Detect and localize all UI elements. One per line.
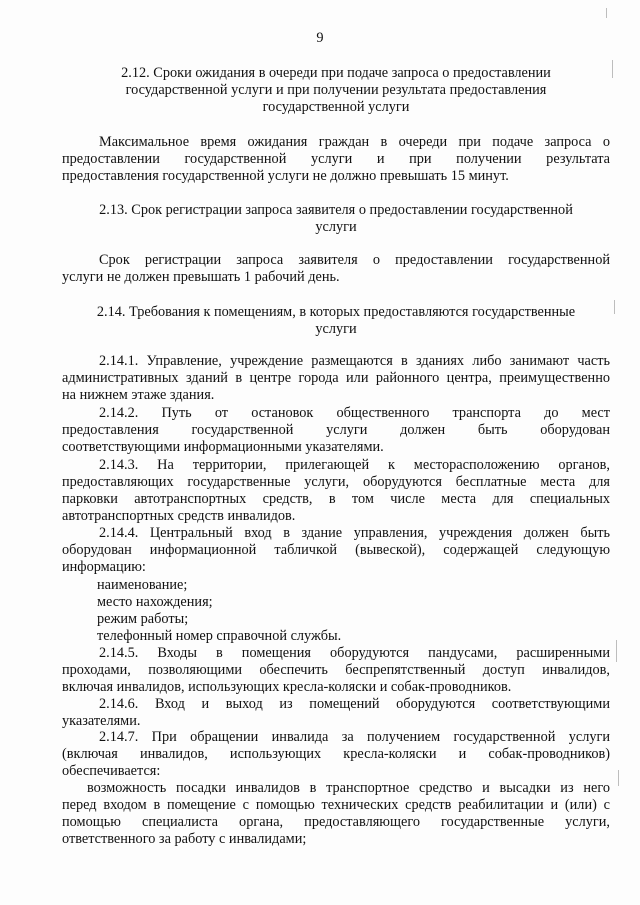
list-item: режим работы; [97, 611, 189, 627]
scan-artifact [612, 60, 613, 78]
heading-line: государственной услуги и при получении результата предоставления [125, 82, 547, 98]
paragraph-2-13 [62, 252, 610, 286]
paragraph-2-12 [62, 134, 610, 185]
paragraph-2-14-3 [62, 457, 610, 525]
paragraph-line: 2.14.4. Центральный вход в здание управления, учреждения должен быть [99, 525, 610, 541]
paragraph-line: 2.14.1. Управление, учреждение размещаются в зданиях либо занимают часть [99, 353, 610, 369]
heading-line: 2.13. Срок регистрации запроса заявителя о предоставлении государственной [99, 202, 573, 218]
list-item: наименование; [97, 577, 188, 593]
paragraph-line: парковки автотранспортных средств, в том числе места для специальных [62, 491, 610, 507]
paragraph-line: автотранспортных средств инвалидов. [62, 508, 296, 524]
paragraph-line: включая инвалидов, использующих кресла-коляски и собак-проводников. [62, 679, 512, 695]
paragraph-line: 2.14.7. При обращении инвалида за получением государственной услуги [99, 729, 610, 745]
paragraph-line: перед входом в помещение с помощью технических средств реабилитации и (или) с [62, 797, 610, 813]
page-number: 9 [316, 30, 324, 46]
paragraph-2-14-4 [62, 525, 610, 576]
paragraph-line: указателями. [62, 713, 141, 729]
paragraph-line: 2.14.3. На территории, прилегающей к месторасположению органов, [99, 457, 610, 473]
paragraph-line: 2.14.6. Вход и выход из помещений оборудуются соответствующими [99, 696, 610, 712]
paragraph-line: соответствующими информационными указателями. [62, 439, 384, 455]
paragraph-line: оборудован информационной табличкой (вывеской), содержащей следующую [62, 542, 610, 558]
paragraph-line: предоставления государственной услуги должен быть оборудован [62, 422, 610, 438]
heading-line: 2.14. Требования к помещениям, в которых предоставляются государственные [96, 304, 576, 320]
paragraph-line: информацию: [62, 559, 146, 575]
paragraph-line: предоставляющих государственные услуги, оборудуются бесплатные места для [62, 474, 610, 490]
paragraph-2-14-7-a [62, 780, 610, 848]
paragraph-line: возможность посадки инвалидов в транспортное средство и высадки из него [87, 780, 610, 796]
paragraph-line: предоставления государственной услуги не должно превышать 15 минут. [62, 168, 509, 184]
paragraph-line: (включая инвалидов, использующих кресла-коляски и собак-проводников) [62, 746, 610, 762]
list-item: место нахождения; [97, 594, 213, 610]
paragraph-line: ответственного за работу с инвалидами; [62, 831, 307, 847]
paragraph-2-14-1 [62, 353, 610, 404]
heading-2-12 [62, 65, 610, 116]
paragraph-2-14-2 [62, 405, 610, 456]
paragraph-2-14-6 [62, 696, 610, 730]
paragraph-line: Максимальное время ожидания граждан в очереди при подаче запроса о [99, 134, 610, 150]
paragraph-2-14-5 [62, 645, 610, 696]
heading-line: 2.12. Сроки ожидания в очереди при подаче запроса о предоставлении [121, 65, 551, 81]
scan-artifact [616, 640, 617, 662]
heading-line: услуги [315, 321, 357, 337]
paragraph-2-14-7 [62, 729, 610, 780]
paragraph-line: обеспечивается: [62, 763, 161, 779]
heading-line: государственной услуги [262, 99, 410, 115]
scan-artifact [618, 770, 619, 786]
paragraph-line: помощью специалиста органа, предоставляющего государственные услуги, [62, 814, 610, 830]
paragraph-line: 2.14.5. Входы в помещения оборудуются пандусами, расширенными [99, 645, 610, 661]
paragraph-line: Срок регистрации запроса заявителя о предоставлении государственной [99, 252, 610, 268]
scan-artifact [606, 8, 607, 18]
paragraph-line: предоставлении государственной услуги и при получении результата [62, 151, 610, 167]
scan-artifact [614, 300, 615, 314]
paragraph-line: проходами, позволяющими обеспечить беспрепятственный доступ инвалидов, [62, 662, 610, 678]
heading-2-14 [62, 304, 610, 338]
paragraph-line: 2.14.2. Путь от остановок общественного транспорта до мест [99, 405, 610, 421]
paragraph-line: административных зданий в центре города или районного центра, преимущественно [62, 370, 610, 386]
heading-2-13 [62, 202, 610, 236]
paragraph-line: услуги не должен превышать 1 рабочий день. [62, 269, 340, 285]
list-item: телефонный номер справочной службы. [97, 628, 342, 644]
heading-line: услуги [315, 219, 357, 235]
paragraph-line: на нижнем этаже здания. [62, 387, 215, 403]
